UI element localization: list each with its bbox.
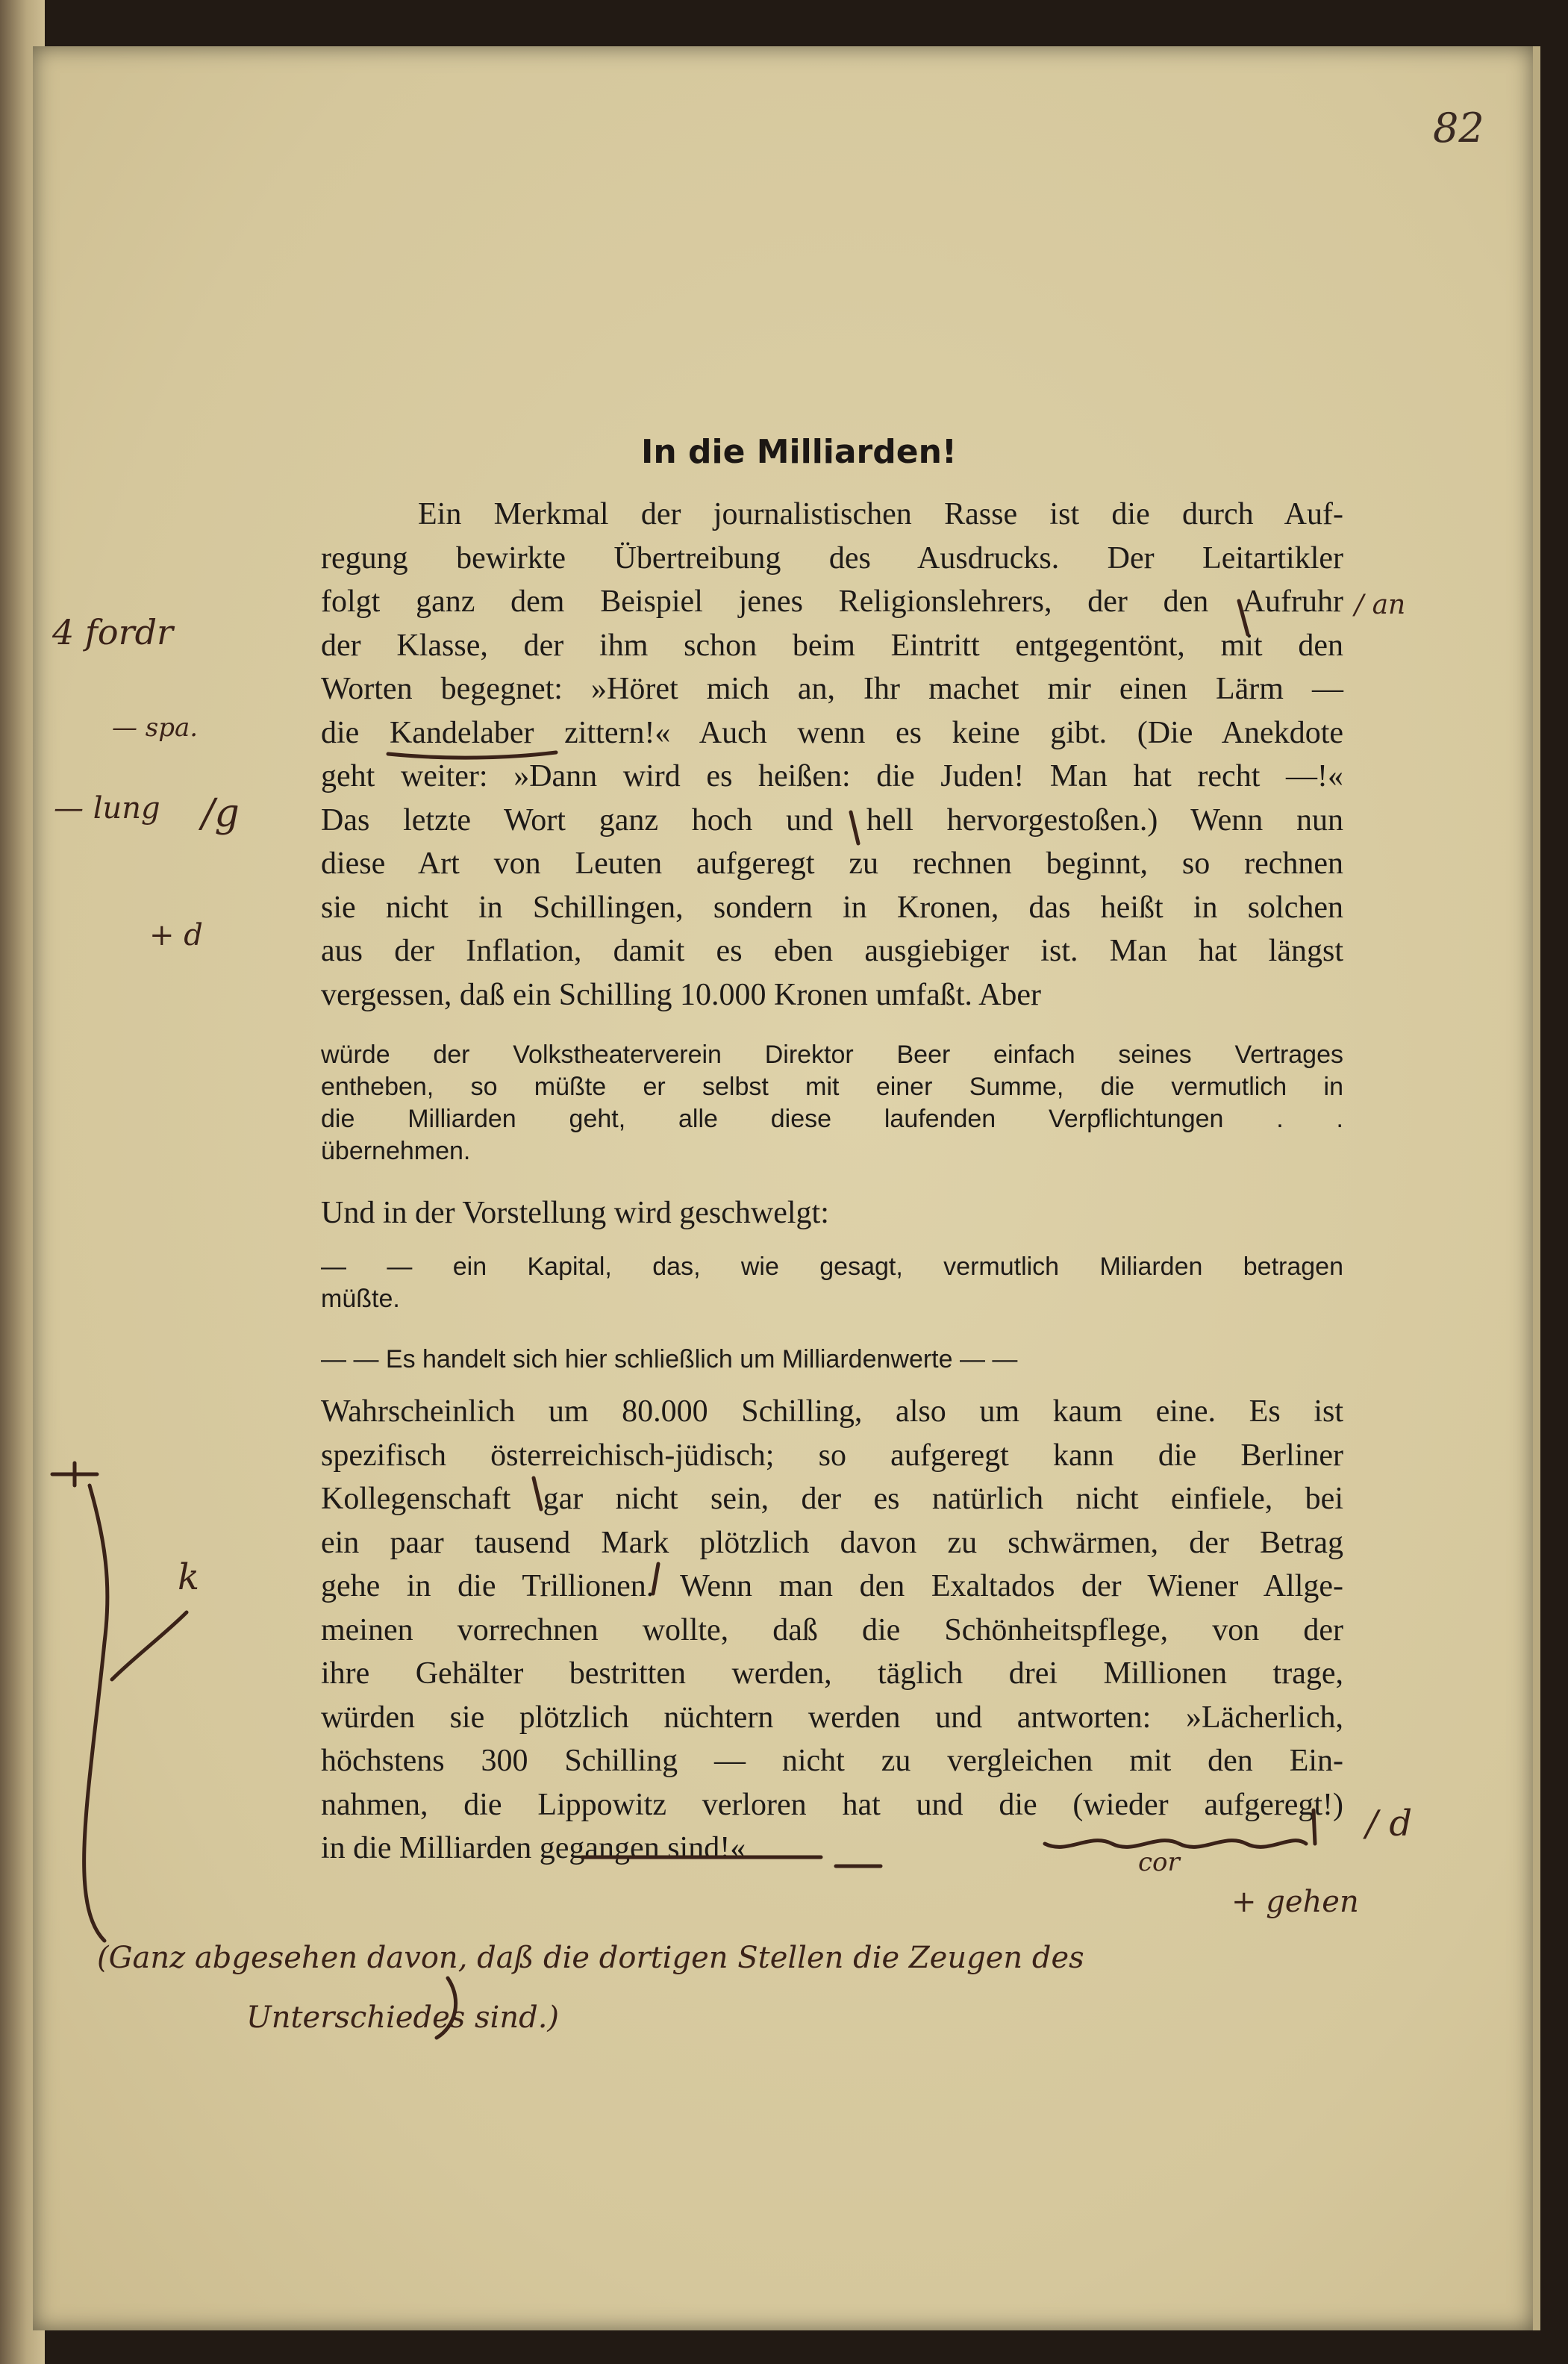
margin-note-left-6: k bbox=[178, 1556, 200, 1598]
margin-note-right-1: / an bbox=[1355, 590, 1406, 620]
underline-kandelaber bbox=[388, 752, 556, 758]
paragraph-3-line: würden sie plötzlich nüchtern werden und antworten: »Lächerlich, bbox=[321, 1700, 1343, 1735]
paragraph-3-line: Wahrscheinlich um 80.000 Schilling, also um kaum eine. Es ist bbox=[321, 1394, 1343, 1429]
paragraph-1-line: geht weiter: »Dann wird es heißen: die Juden! Man hat recht —!« bbox=[321, 759, 1343, 793]
bottom-close-paren bbox=[437, 1978, 456, 2038]
paragraph-3-line: höchstens 300 Schilling — nicht zu vergleichen mit den Ein- bbox=[321, 1744, 1343, 1778]
bracket-line bbox=[84, 1485, 107, 1941]
paragraph-1-line: regung bewirkte Übertreibung des Ausdrucks. Der Leitartikler bbox=[321, 540, 1343, 576]
margin-note-under-2: + gehen bbox=[1231, 1885, 1359, 1919]
paragraph-3-line: gehe in die Trillionen. Wenn man den Exaltados der Wiener Allge- bbox=[321, 1569, 1343, 1603]
margin-note-left-5: + d bbox=[149, 918, 203, 952]
paragraph-1-line: folgt ganz dem Beispiel jenes Religionslehrers, der den Aufruhr bbox=[321, 584, 1343, 619]
paragraph-1-line: aus der Inflation, damit es eben ausgiebiger ist. Man hat längst bbox=[321, 934, 1343, 968]
paragraph-3-line: in die Milliarden gegangen sind!« bbox=[321, 1831, 746, 1865]
paragraph-3-line: ihre Gehälter bestritten werden, täglich drei Millionen trage, bbox=[321, 1656, 1343, 1691]
insertion-mark bbox=[1239, 601, 1248, 634]
wave-underline bbox=[1045, 1841, 1306, 1847]
insertion-mark-2 bbox=[851, 812, 858, 843]
quote-1-line: übernehmen. bbox=[321, 1137, 471, 1165]
quote-1-line: die Milliarden geht, alle diese laufenden Verpflichtungen . . bbox=[321, 1105, 1343, 1133]
insertion-mark-4 bbox=[653, 1564, 658, 1594]
margin-note-bottom-1: (Ganz abgesehen davon, daß die dortigen Stellen die Zeugen des bbox=[97, 1941, 1084, 1975]
paragraph-1-line: diese Art von Leuten aufgeregt zu rechnen beginnt, so rechnen bbox=[321, 846, 1343, 881]
paragraph-3-line: ein paar tausend Mark plötzlich davon zu schwärmen, der Betrag bbox=[321, 1525, 1343, 1560]
quote-3-line: — — Es handelt sich hier schließlich um Milliardenwerte — — bbox=[321, 1345, 1018, 1373]
bracket-hook bbox=[52, 1463, 97, 1485]
margin-note-bottom-2: Unterschiedes sind.) bbox=[246, 2000, 560, 2035]
quote-2-line: müßte. bbox=[321, 1285, 400, 1313]
paragraph-3-line: Kollegenschaft gar nicht sein, der es natürlich nicht einfiele, bei bbox=[321, 1482, 1343, 1516]
margin-note-left-1: 4 fordr bbox=[52, 612, 174, 652]
paragraph-1-line: die Kandelaber zittern!« Auch wenn es keine gibt. (Die Anekdote bbox=[321, 715, 1343, 750]
bracket-branch bbox=[112, 1612, 187, 1680]
paragraph-1-line: Ein Merkmal der journalistischen Rasse ist die durch Auf- bbox=[418, 497, 1343, 531]
margin-note-left-3: — lung bbox=[54, 791, 160, 826]
margin-note-left-2: — spa. bbox=[112, 713, 199, 743]
paragraph-1-line: sie nicht in Schillingen, sondern in Kronen, das heißt in solchen bbox=[321, 890, 1343, 925]
insertion-mark-3 bbox=[534, 1478, 541, 1509]
paragraph-1-line: der Klasse, der ihm schon beim Eintritt entgegentönt, mit den bbox=[321, 628, 1343, 663]
paragraph-2-line: Und in der Vorstellung wird geschwelgt: bbox=[321, 1196, 829, 1230]
paragraph-1-line: vergessen, daß ein Schilling 10.000 Kronen umfaßt. Aber bbox=[321, 977, 1042, 1012]
quote-2-line: — — ein Kapital, das, wie gesagt, vermutlich Miliarden betragen bbox=[321, 1253, 1343, 1281]
insertion-mark-5 bbox=[1314, 1810, 1315, 1844]
paragraph-3-line: meinen vorrechnen wollte, daß die Schönheitspflege, von der bbox=[321, 1612, 1343, 1647]
paragraph-1-line: Das letzte Wort ganz hoch und hell hervorgestoßen.) Wenn nun bbox=[321, 802, 1343, 838]
paragraph-1-line: Worten begegnet: »Höret mich an, Ihr machet mir einen Lärm — bbox=[321, 672, 1343, 706]
quote-1-line: würde der Volkstheaterverein Direktor Beer einfach seines Vertrages bbox=[321, 1041, 1343, 1069]
margin-note-under-1: cor bbox=[1138, 1847, 1180, 1877]
margin-note-left-4: /g bbox=[202, 791, 240, 836]
paragraph-3-line: spezifisch österreichisch-jüdisch; so aufgeregt kann die Berliner bbox=[321, 1438, 1343, 1473]
article-title: In die Milliarden! bbox=[641, 433, 957, 471]
page-number: 82 bbox=[1433, 105, 1484, 152]
paragraph-3-line: nahmen, die Lippowitz verloren hat und die (wieder aufgeregt!) bbox=[321, 1787, 1343, 1822]
quote-1-line: entheben, so müßte er selbst mit einer Summe, die vermutlich in bbox=[321, 1073, 1343, 1101]
margin-note-right-2: / d bbox=[1366, 1803, 1413, 1844]
